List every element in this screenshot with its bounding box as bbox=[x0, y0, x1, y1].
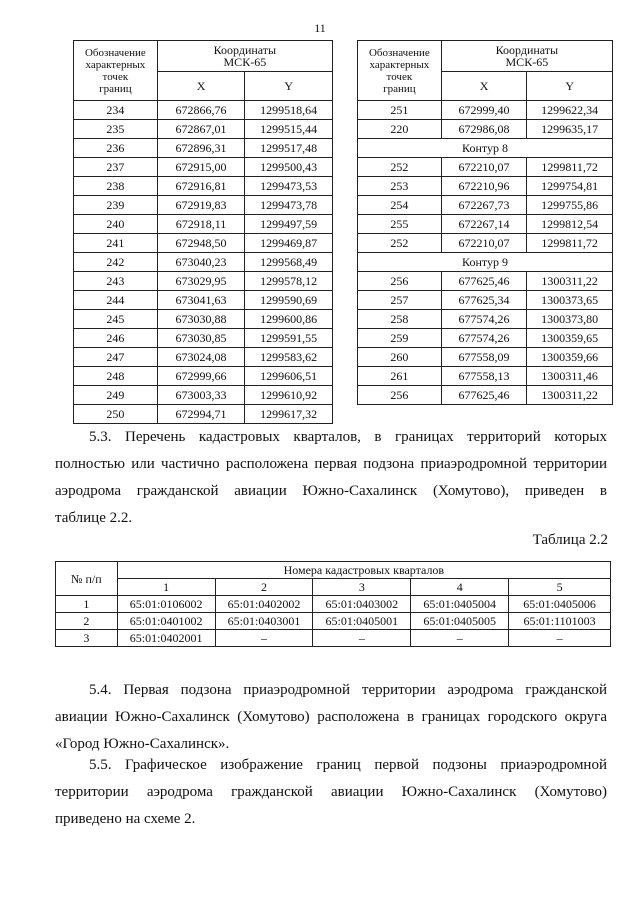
x-coordinate-cell: 672867,01 bbox=[157, 120, 245, 139]
cadastral-quarter-cell: 65:01:0402002 bbox=[215, 596, 313, 613]
table-row bbox=[74, 177, 333, 196]
x-coordinate-cell: 673003,33 bbox=[157, 386, 245, 405]
y-coordinate-cell: 1300373,65 bbox=[527, 291, 613, 310]
designation-header-line: характерных bbox=[369, 58, 430, 71]
y-coordinate-cell: 1299617,32 bbox=[245, 405, 333, 424]
point-id-cell: 220 bbox=[358, 120, 442, 139]
point-id-cell: 256 bbox=[358, 272, 442, 291]
coordinates-header-label: Координаты bbox=[213, 43, 277, 57]
point-id-cell: 258 bbox=[358, 310, 442, 329]
paragraph-line: 5.3. Перечень кадастровых кварталов, в границах территорий которых bbox=[89, 429, 607, 445]
table-row bbox=[74, 405, 333, 424]
table-row bbox=[74, 215, 333, 234]
x-coordinate-cell: 672267,14 bbox=[441, 215, 527, 234]
cadastral-quarters-table bbox=[55, 561, 611, 647]
designation-header-line: характерных bbox=[85, 58, 146, 71]
y-coordinate-cell: 1299600,86 bbox=[245, 310, 333, 329]
table-caption: Таблица 2.2 bbox=[532, 532, 608, 548]
row-number-cell: 2 bbox=[56, 613, 118, 630]
point-id-cell: 252 bbox=[358, 158, 442, 177]
cadastral-quarter-cell: – bbox=[215, 630, 313, 647]
x-coordinate-cell: 673029,95 bbox=[157, 272, 245, 291]
table-row bbox=[74, 196, 333, 215]
x-coordinate-cell: 672896,31 bbox=[157, 139, 245, 158]
table-row bbox=[358, 386, 613, 405]
y-coordinate-cell: 1299610,92 bbox=[245, 386, 333, 405]
x-coordinate-cell: 672210,07 bbox=[441, 158, 527, 177]
y-coordinate-cell: 1299606,51 bbox=[245, 367, 333, 386]
point-id-cell: 243 bbox=[74, 272, 158, 291]
x-coordinate-cell: 673024,08 bbox=[157, 348, 245, 367]
cadastral-quarter-cell: 65:01:0106002 bbox=[117, 596, 215, 613]
y-coordinate-cell: 1299568,49 bbox=[245, 253, 333, 272]
cadastral-quarter-cell: 65:01:0405006 bbox=[509, 596, 611, 613]
table-row bbox=[358, 272, 613, 291]
y-coordinate-cell: 1300359,66 bbox=[527, 348, 613, 367]
row-number-cell: 1 bbox=[56, 596, 118, 613]
cadastral-quarter-cell: – bbox=[313, 630, 411, 647]
x-coordinate-cell: 677558,13 bbox=[441, 367, 527, 386]
cadastral-quarter-cell: 65:01:0405004 bbox=[411, 596, 509, 613]
x-coordinate-cell: 672919,83 bbox=[157, 196, 245, 215]
paragraph-line: 5.4. Первая подзона приаэродромной территории аэродрома гражданской bbox=[89, 682, 607, 698]
y-coordinate-cell: 1299754,81 bbox=[527, 177, 613, 196]
table-row bbox=[74, 253, 333, 272]
x-coordinate-cell: 672210,07 bbox=[441, 234, 527, 253]
cadastral-quarter-cell: 65:01:1101003 bbox=[509, 613, 611, 630]
point-id-cell: 235 bbox=[74, 120, 158, 139]
table-row bbox=[358, 158, 613, 177]
point-id-cell: 256 bbox=[358, 386, 442, 405]
y-coordinate-cell: 1299500,43 bbox=[245, 158, 333, 177]
y-column-header: Y bbox=[245, 72, 333, 101]
y-coordinate-cell: 1299518,64 bbox=[245, 101, 333, 120]
coordinates-table-left bbox=[73, 40, 333, 424]
point-id-cell: 249 bbox=[74, 386, 158, 405]
number-column-header: № п/п bbox=[56, 562, 118, 596]
x-coordinate-cell: 677558,09 bbox=[441, 348, 527, 367]
cadastral-quarter-cell: – bbox=[509, 630, 611, 647]
x-column-header: X bbox=[157, 72, 245, 101]
designation-header-line: Обозначение bbox=[368, 46, 430, 59]
point-id-cell: 242 bbox=[74, 253, 158, 272]
table-row bbox=[56, 596, 611, 613]
cadastral-quarter-cell: 65:01:0403002 bbox=[313, 596, 411, 613]
x-column-header: X bbox=[441, 72, 527, 101]
x-coordinate-cell: 672866,76 bbox=[157, 101, 245, 120]
paragraph-5-5 bbox=[55, 752, 607, 833]
y-coordinate-cell: 1299473,78 bbox=[245, 196, 333, 215]
table-row bbox=[74, 158, 333, 177]
point-id-cell: 239 bbox=[74, 196, 158, 215]
point-id-cell: 250 bbox=[74, 405, 158, 424]
x-coordinate-cell: 672994,71 bbox=[157, 405, 245, 424]
table-row bbox=[74, 291, 333, 310]
column-number-header: 3 bbox=[313, 579, 411, 596]
table-row bbox=[358, 196, 613, 215]
y-coordinate-cell: 1300311,46 bbox=[527, 367, 613, 386]
point-id-cell: 241 bbox=[74, 234, 158, 253]
table-header-row bbox=[56, 562, 611, 579]
point-id-cell: 244 bbox=[74, 291, 158, 310]
paragraph-5-3 bbox=[55, 424, 607, 532]
point-id-cell: 236 bbox=[74, 139, 158, 158]
x-coordinate-cell: 672948,50 bbox=[157, 234, 245, 253]
point-id-cell: 259 bbox=[358, 329, 442, 348]
cadastral-quarter-cell: 65:01:0405001 bbox=[313, 613, 411, 630]
coordinates-header bbox=[157, 41, 332, 72]
designation-header-line: точек bbox=[386, 70, 413, 83]
table-row bbox=[56, 613, 611, 630]
table-row bbox=[74, 348, 333, 367]
table-row bbox=[74, 120, 333, 139]
table-row bbox=[358, 101, 613, 120]
point-id-cell: 234 bbox=[74, 101, 158, 120]
table-header-row bbox=[74, 41, 333, 72]
coordinate-system-label: МСК-65 bbox=[223, 55, 267, 69]
coordinates-header bbox=[441, 41, 612, 72]
cadastral-quarter-cell: 65:01:0402001 bbox=[117, 630, 215, 647]
x-coordinate-cell: 672918,11 bbox=[157, 215, 245, 234]
x-coordinate-cell: 677625,46 bbox=[441, 272, 527, 291]
y-coordinate-cell: 1299635,17 bbox=[527, 120, 613, 139]
cadastral-quarter-cell: – bbox=[411, 630, 509, 647]
table-row bbox=[74, 272, 333, 291]
point-id-cell: 254 bbox=[358, 196, 442, 215]
table-row bbox=[74, 386, 333, 405]
paragraph-line: авиации Южно-Сахалинск (Хомутово) расположена в границах городского округа bbox=[55, 709, 607, 725]
row-number-cell: 3 bbox=[56, 630, 118, 647]
page-number: 11 bbox=[314, 21, 326, 35]
y-coordinate-cell: 1299583,62 bbox=[245, 348, 333, 367]
point-id-cell: 240 bbox=[74, 215, 158, 234]
designation-header bbox=[74, 41, 158, 101]
table-row bbox=[358, 177, 613, 196]
y-coordinate-cell: 1299590,69 bbox=[245, 291, 333, 310]
y-coordinate-cell: 1299469,87 bbox=[245, 234, 333, 253]
column-number-header: 4 bbox=[411, 579, 509, 596]
point-id-cell: 255 bbox=[358, 215, 442, 234]
cadastral-quarter-cell: 65:01:0405005 bbox=[411, 613, 509, 630]
y-coordinate-cell: 1299515,44 bbox=[245, 120, 333, 139]
paragraph-5-4 bbox=[55, 677, 607, 758]
point-id-cell: 247 bbox=[74, 348, 158, 367]
coordinates-header-label: Координаты bbox=[495, 43, 559, 57]
paragraph-line: приведено на схеме 2. bbox=[55, 811, 196, 827]
designation-header-line: Обозначение bbox=[84, 46, 146, 59]
y-coordinate-cell: 1299473,53 bbox=[245, 177, 333, 196]
quarters-group-header: Номера кадастровых кварталов bbox=[117, 562, 610, 579]
table-row bbox=[358, 329, 613, 348]
paragraph-line: полностью или частично расположена первая подзона приаэродромной территории bbox=[55, 456, 607, 472]
table-row bbox=[358, 348, 613, 367]
point-id-cell: 237 bbox=[74, 158, 158, 177]
coordinates-table-right bbox=[357, 40, 613, 405]
x-coordinate-cell: 672915,00 bbox=[157, 158, 245, 177]
table-row bbox=[358, 215, 613, 234]
designation-header-line: границ bbox=[383, 82, 416, 95]
y-coordinate-cell: 1299622,34 bbox=[527, 101, 613, 120]
y-coordinate-cell: 1300311,22 bbox=[527, 272, 613, 291]
x-coordinate-cell: 677574,26 bbox=[441, 310, 527, 329]
point-id-cell: 246 bbox=[74, 329, 158, 348]
paragraph-line: «Город Южно-Сахалинск». bbox=[55, 736, 230, 752]
x-coordinate-cell: 673041,63 bbox=[157, 291, 245, 310]
table-row bbox=[74, 329, 333, 348]
y-coordinate-cell: 1300373,80 bbox=[527, 310, 613, 329]
paragraph-line: таблице 2.2. bbox=[55, 510, 133, 526]
table-row bbox=[358, 291, 613, 310]
table-row bbox=[56, 630, 611, 647]
y-coordinate-cell: 1299811,72 bbox=[527, 158, 613, 177]
table-row bbox=[358, 310, 613, 329]
cadastral-quarter-cell: 65:01:0403001 bbox=[215, 613, 313, 630]
table-row bbox=[74, 139, 333, 158]
x-coordinate-cell: 673040,23 bbox=[157, 253, 245, 272]
contour-row bbox=[358, 139, 613, 158]
column-number-header: 1 bbox=[117, 579, 215, 596]
y-coordinate-cell: 1299517,48 bbox=[245, 139, 333, 158]
designation-header-line: точек bbox=[102, 70, 129, 83]
x-coordinate-cell: 672986,08 bbox=[441, 120, 527, 139]
point-id-cell: 245 bbox=[74, 310, 158, 329]
cadastral-quarter-cell: 65:01:0401002 bbox=[117, 613, 215, 630]
y-coordinate-cell: 1300311,22 bbox=[527, 386, 613, 405]
point-id-cell: 253 bbox=[358, 177, 442, 196]
paragraph-line: территории аэродрома гражданской авиации Южно-Сахалинск (Хомутово) bbox=[55, 784, 607, 800]
table-row bbox=[74, 234, 333, 253]
contour-label: Контур 9 bbox=[358, 253, 613, 272]
y-coordinate-cell: 1299497,59 bbox=[245, 215, 333, 234]
point-id-cell: 251 bbox=[358, 101, 442, 120]
x-coordinate-cell: 672916,81 bbox=[157, 177, 245, 196]
point-id-cell: 261 bbox=[358, 367, 442, 386]
table-header-row bbox=[358, 41, 613, 72]
x-coordinate-cell: 677625,34 bbox=[441, 291, 527, 310]
y-coordinate-cell: 1299755,86 bbox=[527, 196, 613, 215]
contour-label: Контур 8 bbox=[358, 139, 613, 158]
point-id-cell: 257 bbox=[358, 291, 442, 310]
x-coordinate-cell: 672999,66 bbox=[157, 367, 245, 386]
column-number-header: 2 bbox=[215, 579, 313, 596]
x-coordinate-cell: 672999,40 bbox=[441, 101, 527, 120]
table-row bbox=[358, 234, 613, 253]
point-id-cell: 252 bbox=[358, 234, 442, 253]
x-coordinate-cell: 677625,46 bbox=[441, 386, 527, 405]
designation-header-line: границ bbox=[99, 82, 132, 95]
y-column-header: Y bbox=[527, 72, 613, 101]
table-row bbox=[358, 367, 613, 386]
x-coordinate-cell: 677574,26 bbox=[441, 329, 527, 348]
table-row bbox=[74, 101, 333, 120]
point-id-cell: 248 bbox=[74, 367, 158, 386]
x-coordinate-cell: 672267,73 bbox=[441, 196, 527, 215]
table-row bbox=[74, 367, 333, 386]
y-coordinate-cell: 1299812,54 bbox=[527, 215, 613, 234]
x-coordinate-cell: 673030,88 bbox=[157, 310, 245, 329]
table-header-row bbox=[56, 579, 611, 596]
y-coordinate-cell: 1299591,55 bbox=[245, 329, 333, 348]
paragraph-line: 5.5. Графическое изображение границ первой подзоны приаэродромной bbox=[89, 757, 607, 773]
point-id-cell: 238 bbox=[74, 177, 158, 196]
column-number-header: 5 bbox=[509, 579, 611, 596]
y-coordinate-cell: 1299811,72 bbox=[527, 234, 613, 253]
contour-row bbox=[358, 253, 613, 272]
y-coordinate-cell: 1300359,65 bbox=[527, 329, 613, 348]
y-coordinate-cell: 1299578,12 bbox=[245, 272, 333, 291]
coordinate-system-label: МСК-65 bbox=[505, 55, 549, 69]
x-coordinate-cell: 672210,96 bbox=[441, 177, 527, 196]
table-row bbox=[358, 120, 613, 139]
x-coordinate-cell: 673030,85 bbox=[157, 329, 245, 348]
paragraph-line: аэродрома гражданской авиации Южно-Сахалинск (Хомутово), приведен в bbox=[55, 483, 607, 499]
point-id-cell: 260 bbox=[358, 348, 442, 367]
table-row bbox=[74, 310, 333, 329]
designation-header bbox=[358, 41, 442, 101]
